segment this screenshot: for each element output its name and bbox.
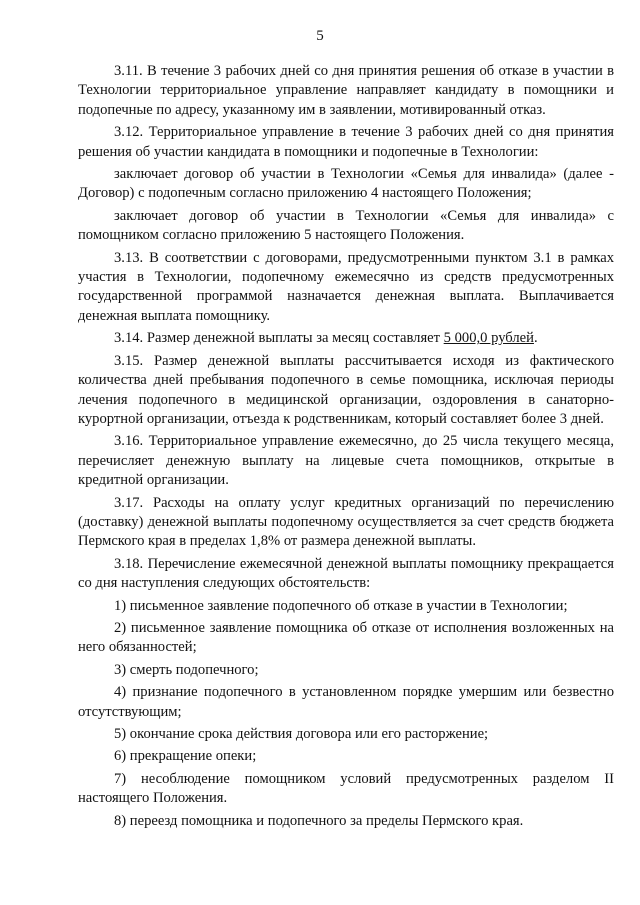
document-body: [78, 62, 614, 831]
paragraph-3-14-suffix: .: [533, 330, 538, 347]
payment-amount: 5 000,0 рублей: [443, 330, 534, 347]
paragraph-3-14-text: 3.14. Размер денежной выплаты за месяц составляет: [114, 330, 444, 347]
paragraph-3-12-contract-ward: заключает договор об участии в Технологии «Семья для инвалида» (далее - Договор) с подопечным согласно приложению 4 настоящего Положения;: [78, 166, 614, 202]
paragraph-3-12-contract-helper: заключает договор об участии в Технологии «Семья для инвалида» с помощником согласно приложению 5 настоящего Положения.: [78, 207, 614, 244]
paragraph-3-14: [78, 329, 614, 348]
list-item-5: 5) окончание срока действия договора или его расторжение;: [114, 726, 489, 742]
paragraph-3-12: 3.12. Территориальное управление в течение 3 рабочих дней со дня принятия решения об участии кандидата в помощники и подопечные в Технологии:: [78, 124, 614, 160]
paragraph-3-17: 3.17. Расходы на оплату услуг кредитных организаций по перечислению (доставку) денежной выплаты подопечному осуществляется за счет средств бюджета Пермского края в пределах 1,8% от размера денежной выплаты.: [78, 494, 614, 550]
list-item-2: 2) письменное заявление помощника об отказе от исполнения возложенных на него обязанностей;: [78, 619, 614, 656]
list-item-8: 8) переезд помощника и подопечного за пределы Пермского края.: [114, 812, 524, 829]
page-number: 5: [316, 28, 324, 44]
paragraph-3-13: 3.13. В соответствии с договорами, предусмотренными пунктом 3.1 в рамках участия в Технологии, подопечному ежемесячно из средств предусмотренных государственной программой назначается денежная выплата. Выплачивается денежная выплата помощнику.: [78, 249, 614, 324]
list-item-1: 1) письменное заявление подопечного об отказе в участии в Технологии;: [114, 597, 568, 614]
paragraph-3-11: 3.11. В течение 3 рабочих дней со дня принятия решения об отказе в участии в Технологии территориальное управление направляет кандидату в помощники и подопечные по адресу, указанному им в заявлении, мотивированный отказ.: [78, 63, 614, 118]
paragraph-3-16: 3.16. Территориальное управление ежемесячно, до 25 числа текущего месяца, перечисляет денежную выплату на лицевые счета помощников, открытые в кредитной организации.: [78, 433, 614, 489]
list-item-7: 7) несоблюдение помощником условий предусмотренных разделом II настоящего Положения.: [78, 770, 614, 807]
list-item-6: 6) прекращение опеки;: [114, 748, 257, 765]
paragraph-3-18: 3.18. Перечисление ежемесячной денежной выплаты помощнику прекращается со дня наступления следующих обстоятельств:: [78, 555, 614, 592]
list-item-3: 3) смерть подопечного;: [114, 661, 259, 678]
paragraph-3-15: 3.15. Размер денежной выплаты рассчитывается исходя из фактического количества дней пребывания подопечного в семье помощника, исключая периоды лечения подопечного в медицинской организации, оздоровления в санаторно-курортной организации, отъезда к родственникам, который составляет более 3 дней.: [78, 352, 614, 427]
list-item-4: 4) признание подопечного в установленном порядке умершим или безвестно отсутствующим;: [78, 684, 614, 720]
